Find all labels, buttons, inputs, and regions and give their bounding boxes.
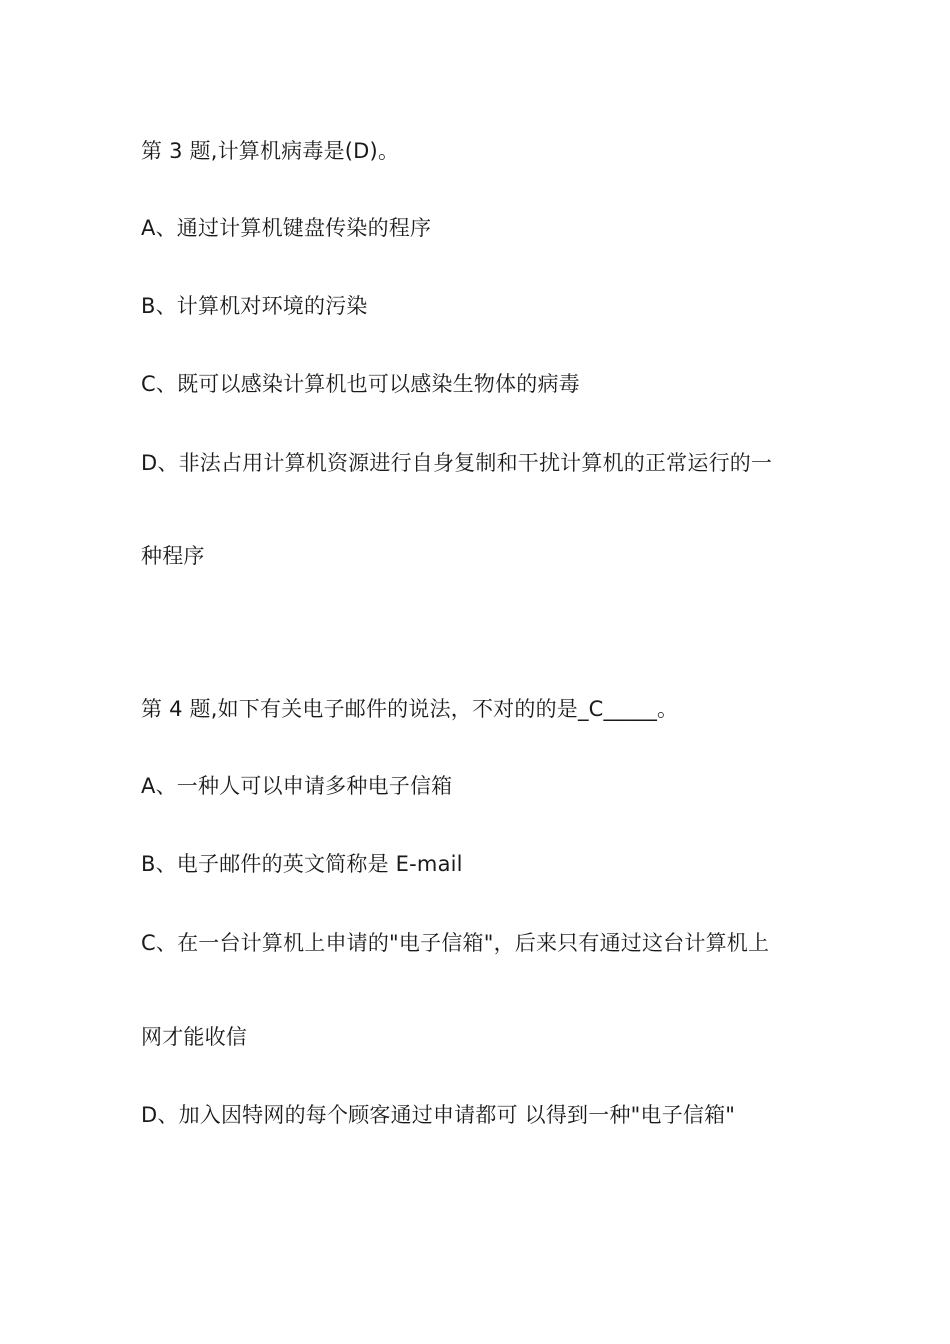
question-4-option-c-line-2: 网才能收信 [141,1025,247,1049]
question-3-option-b: B、计算机对环境的污染 [141,294,368,318]
question-4-option-b: B、电子邮件的英文简称是 E-mail [141,852,463,876]
question-4-option-c-line-1: C、在一台计算机上申请的"电子信箱"，后来只有通过这台计算机上 [141,931,770,955]
question-4-title: 第 4 题,如下有关电子邮件的说法，不对的的是_C_____。 [141,697,679,721]
question-4-option-a: A、一种人可以申请多种电子信箱 [141,774,453,798]
question-4-option-d: D、加入因特网的每个顾客通过申请都可 以得到一种"电子信箱" [141,1103,736,1127]
question-3-option-d-line-2: 种程序 [141,544,205,568]
question-3-option-a: A、通过计算机键盘传染的程序 [141,216,432,240]
question-3-option-d-line-1: D、非法占用计算机资源进行自身复制和干扰计算机的正常运行的一 [141,451,773,475]
question-3-option-c: C、既可以感染计算机也可以感染生物体的病毒 [141,372,580,396]
question-3-title: 第 3 题,计算机病毒是(D)。 [141,139,400,163]
